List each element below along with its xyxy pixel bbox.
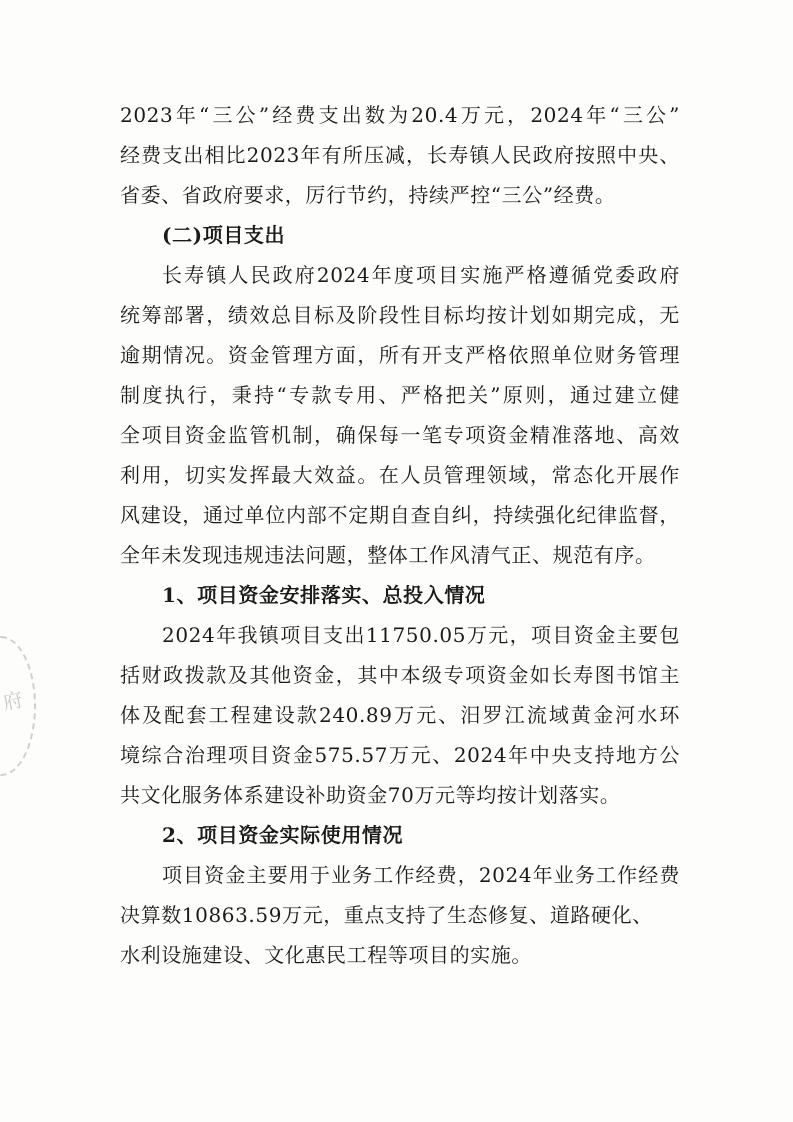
paragraph-line: 制度执行，秉持“专款专用、严格把关”原则，通过建立健: [120, 383, 680, 407]
paragraph-line: 长寿镇人民政府2024年度项目实施严格遵循党委政府: [162, 263, 680, 287]
subsection-heading: 2、项目资金实际使用情况: [162, 823, 404, 847]
subsection-heading: 1、项目资金安排落实、总投入情况: [162, 583, 486, 607]
paragraph-line: 统筹部署，绩效总目标及阶段性目标均按计划如期完成，无: [120, 303, 680, 327]
paragraph-line: 境综合治理项目资金575.57万元、2024年中央支持地方公: [120, 743, 680, 767]
paragraph-line: 水利设施建设、文化惠民工程等项目的实施。: [120, 943, 532, 967]
paragraph-line: 利用，切实发挥最大效益。在人员管理领域，常态化开展作: [120, 463, 680, 487]
paragraph-line: 全年未发现违规违法问题，整体工作风清气正、规范有序。: [120, 543, 656, 567]
paragraph-line: 共文化服务体系建设补助资金70万元等均按计划落实。: [120, 783, 621, 807]
paragraph-line: 2024年我镇项目支出11750.05万元，项目资金主要包: [162, 623, 680, 647]
paragraph-line: 括财政拨款及其他资金，其中本级专项资金如长寿图书馆主: [120, 663, 680, 687]
section-heading: (二)项目支出: [162, 223, 286, 247]
paragraph-line: 2023年“三公”经费支出数为20.4万元，2024年“三公”: [120, 103, 680, 127]
document-body: [120, 95, 680, 975]
paragraph-line: 项目资金主要用于业务工作经费，2024年业务工作经费: [162, 863, 680, 887]
paragraph-line: 逾期情况。资金管理方面，所有开支严格依照单位财务管理: [120, 343, 680, 367]
paragraph-line: 省委、省政府要求，厉行节约，持续严控“三公”经费。: [120, 183, 616, 207]
seal-stamp-mark: 府: [0, 687, 26, 715]
paragraph-line: 体及配套工程建设款240.89万元、汨罗江流域黄金河水环: [120, 703, 680, 727]
paragraph-line: 风建设，通过单位内部不定期自查自纠，持续强化纪律监督，: [120, 503, 680, 527]
paragraph-line: 全项目资金监管机制，确保每一笔专项资金精准落地、高效: [120, 423, 680, 447]
paragraph-line: 决算数10863.59万元，重点支持了生态修复、道路硬化、: [120, 903, 653, 927]
paragraph-line: 经费支出相比2023年有所压减，长寿镇人民政府按照中央、: [120, 143, 680, 167]
